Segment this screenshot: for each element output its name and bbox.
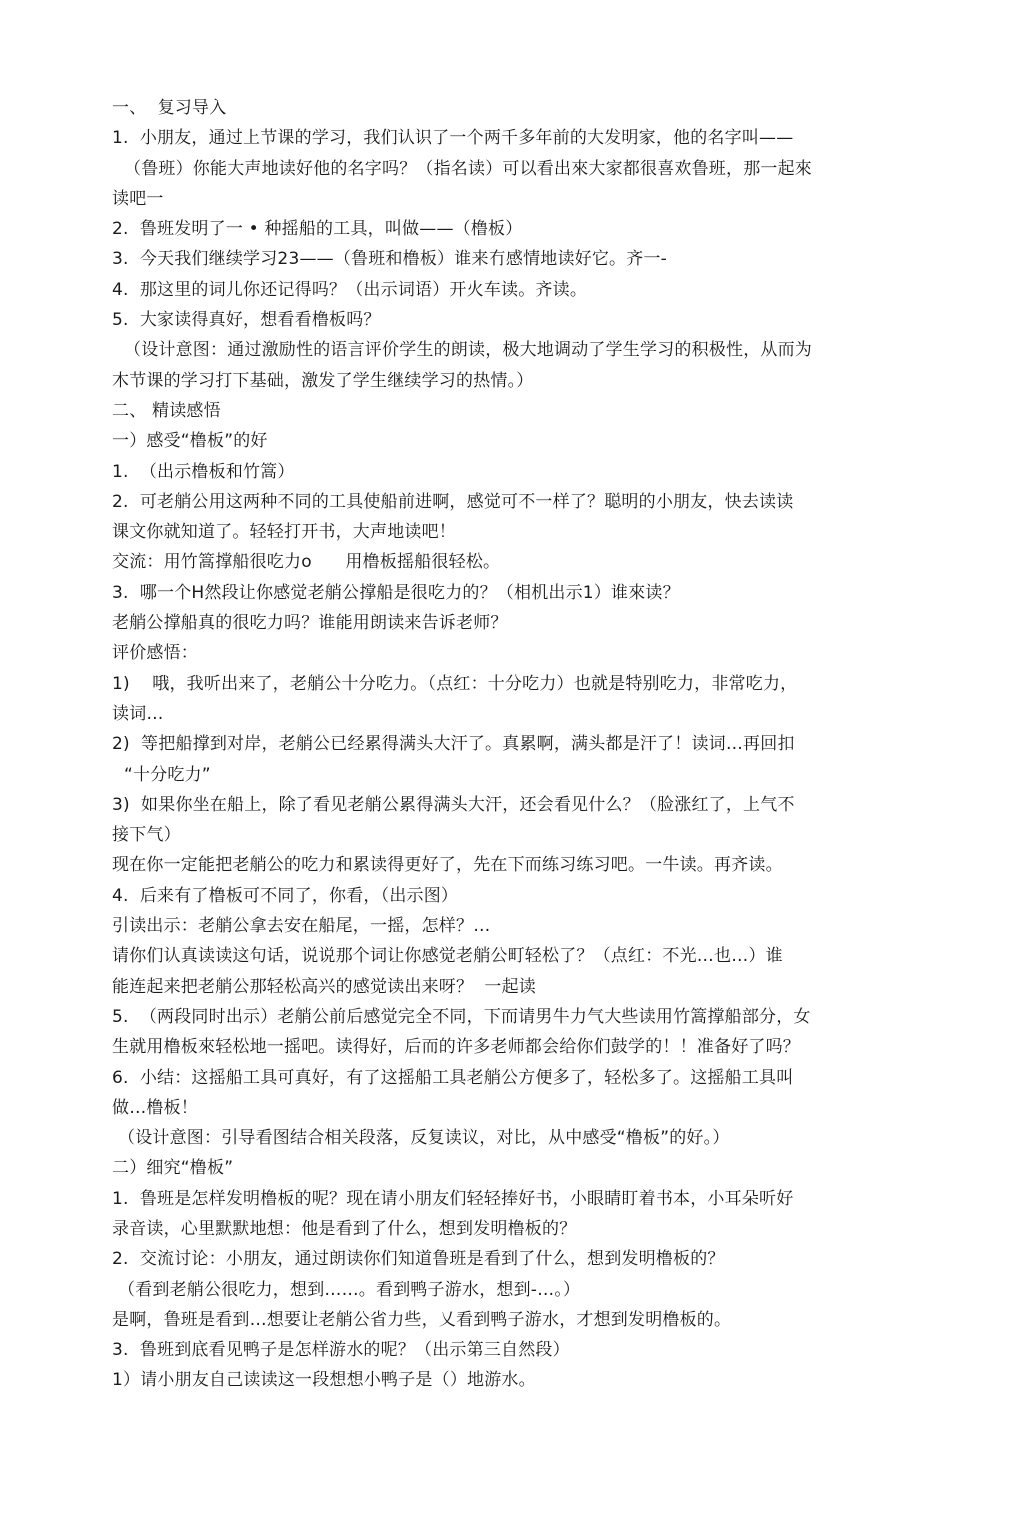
text-line: 能连起来把老艄公那轻松高兴的感觉读出来呀？ 一起读: [112, 976, 537, 997]
text-line: 6. 小结：这摇船工具可真好，有了这摇船工具老艄公方便多了，轻松多了。这摇船工具叫: [112, 1067, 794, 1088]
text-line: 读词…: [112, 703, 164, 724]
text-line: 请你们认真读读这句话，说说那个词让你感觉老艄公町轻松了？（点红：不光…也…）谁: [112, 946, 783, 967]
text-line: 木节课的学习打下基础，激发了学生继续学习的热情。）: [112, 370, 534, 391]
text-line: 1. 鲁班是怎样发明橹板的呢？现在请小朋友们轻轻捧好书，小眼睛盯着书本，小耳朵听好: [112, 1188, 794, 1209]
subsection-heading: 一）感受“橹板”的好: [112, 431, 268, 452]
text-line: 做…橹板！: [112, 1097, 198, 1118]
text-line: 生就用橹板來轻松地一摇吧。读得好，后而的许多老师都会给你们鼓学的！！准备好了吗？: [112, 1037, 800, 1058]
subsection-heading: 二）细究“橹板”: [112, 1158, 234, 1179]
text-line: 5. （两段同时出示）老艄公前后感觉完全不同，下而请男牛力气大些读用竹篙撑船部分，女: [112, 1006, 811, 1027]
text-line: 1. 小朋友，通过上节课的学习，我们认识了一个两千多年前的大发明家，他的名字叫——: [112, 128, 794, 149]
design-intent-note: （设计意图：引导看图结合相关段落，反复读议，对比，从中感受“橹板”的好。）: [118, 1128, 730, 1149]
text-line: 2. 鲁班发明了一 • 种摇船的工具，叫做——（橹板）: [112, 219, 523, 240]
text-line: 1) 哦，我听出来了，老艄公十分吃力。（点红：十分吃力）也就是特别吃力，非常吃力，: [112, 673, 798, 694]
design-intent-note: （设计意图：通过激励性的语言评价学生的朗读，极大地调动了学生学习的积极性，从而为: [124, 340, 812, 361]
text-line: 引读出示：老艄公拿去安在船尾，一摇，怎样？…: [112, 916, 491, 937]
text-line: 1）请小朋友自己读读这一段想想小鸭子是（）地游水。: [112, 1370, 536, 1391]
text-line: 2. 可老艄公用这两种不同的工具使船前进啊，感觉可不一样了？聪明的小朋友，快去读读: [112, 491, 794, 512]
text-line: （鲁班）你能大声地读好他的名字吗？（指名读）可以看出來大家都很喜欢鲁班，那一起來: [124, 158, 812, 179]
text-line: 交流：用竹篙撑船很吃力o 用橹板摇船很轻松。: [112, 552, 501, 573]
text-line: 读吧一: [112, 188, 164, 209]
text-line: 4. 那这里的词儿你还记得吗？（出示词语）开火车读。齐读。: [112, 279, 588, 300]
text-line: 3) 如果你坐在船上，除了看见老艄公累得满头大汗，还会看见什么？（脸涨红了，上气不: [112, 794, 795, 815]
text-line: 5. 大家读得真好，想看看橹板吗？: [112, 310, 381, 331]
text-line: 1. （出示橹板和竹篙）: [112, 461, 295, 482]
text-line: 接下气）: [112, 825, 181, 846]
text-line: 老艄公撑船真的很吃力吗？谁能用朗读来告诉老师？: [112, 613, 508, 634]
document-body: [112, 93, 902, 1396]
text-line: 课文你就知道了。轻轻打开书，大声地读吧！: [112, 522, 456, 543]
text-line: 4. 后来有了橹板可不同了，你看，（出示图）: [112, 885, 459, 906]
text-line: 录音读，心里默默地想：他是看到了什么，想到发明橹板的？: [112, 1218, 577, 1239]
text-line: “十分吃力”: [124, 764, 211, 785]
text-line: 是啊，鲁班是看到…想要让老艄公省力些，乂看到鸭子游水，才想到发明橹板的。: [112, 1309, 732, 1330]
text-line: 3. 今天我们继续学习23——（鲁班和橹板）谁来冇感情地读好它。齐一-: [112, 249, 667, 270]
text-line: 3. 哪一个H然段让你感觉老艄公撑船是很吃力的？（相机出示1）谁來读？: [112, 582, 680, 603]
text-line: 现在你一定能把老艄公的吃力和累读得更好了，先在下而练习练习吧。一牛读。再齐读。: [112, 855, 783, 876]
section-heading: 一、 复习导入: [112, 98, 227, 118]
text-line: （看到老艄公很吃力，想到……。看到鸭子游水，想到-…。）: [118, 1279, 581, 1300]
section-heading: 二、 精读感悟: [112, 400, 221, 421]
text-line: 2. 交流讨论：小朋友，通过朗读你们知道鲁班是看到了什么，想到发明橹板的？: [112, 1249, 725, 1270]
text-line: 2) 等把船撑到对岸，老艄公已经累得满头大汗了。真累啊，满头都是汗了！读词…再回扣: [112, 734, 795, 755]
text-line: 3. 鲁班到底看见鸭子是怎样游水的呢？（出示第三自然段）: [112, 1340, 570, 1361]
text-line: 评价感悟：: [112, 643, 198, 664]
